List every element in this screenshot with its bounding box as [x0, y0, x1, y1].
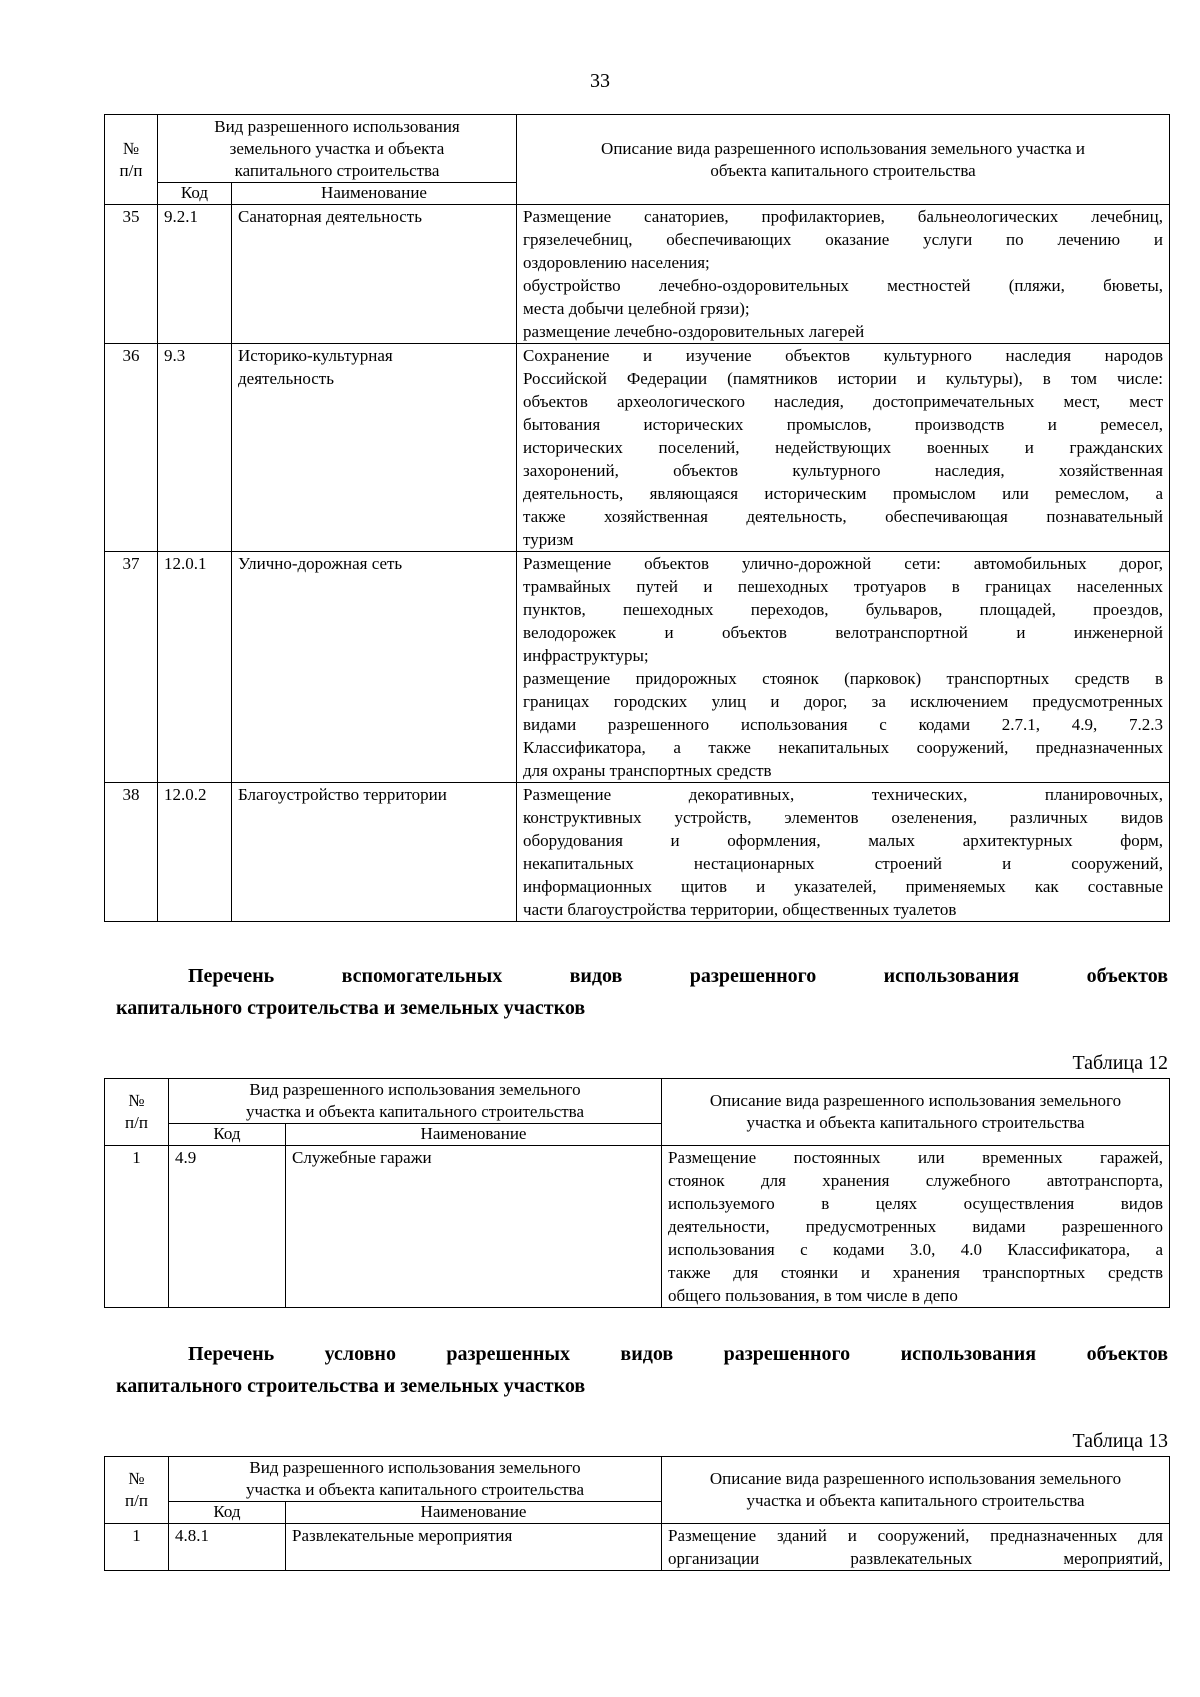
header-type-line-2: участка и объекта капитального строительства: [245, 1102, 585, 1121]
desc-line: Размещение объектов улично-дорожной сети: автомобильных дорог,: [523, 554, 1164, 573]
desc-line: размещение придорожных стоянок (парковок) транспортных средств в: [523, 669, 1164, 688]
desc-line: стоянок для хранения служебного автотранспорта,: [668, 1171, 1164, 1190]
header-num: [105, 1079, 169, 1146]
table-12: [104, 1078, 1170, 1308]
header-type: [169, 1457, 662, 1502]
header-desc-line-2: участка и объекта капитального строительства: [746, 1491, 1085, 1510]
desc-line: оборудования и оформления, малых архитектурных форм,: [523, 831, 1164, 850]
row-name: Служебные гаражи: [286, 1146, 662, 1308]
row-name-line: деятельность: [238, 369, 334, 388]
header-type-line-1: Вид разрешенного использования земельного: [249, 1458, 581, 1477]
row-description: [517, 783, 1170, 922]
row-name-line: Санаторная деятельность: [238, 207, 422, 226]
row-description: [662, 1146, 1170, 1308]
desc-line: используемого в целях осуществления видов: [668, 1194, 1164, 1213]
table-row: [105, 1524, 1170, 1571]
header-num-line-1: №: [128, 1091, 145, 1110]
desc-line: Размещение постоянных или временных гаражей,: [668, 1148, 1164, 1167]
desc-line: бытования исторических промыслов, производств и ремесел,: [523, 415, 1164, 434]
header-num-line-2: п/п: [125, 1113, 148, 1132]
heading-line-1: Перечень условно разрешенных видов разрешенного использования объектов: [188, 1343, 1168, 1365]
header-num-line-1: №: [128, 1469, 145, 1488]
desc-line: Классификатора, а также некапитальных сооружений, предназначенных: [523, 738, 1164, 757]
desc-line: также хозяйственная деятельность, обеспечивающая познавательный: [523, 507, 1164, 526]
row-num: 38: [105, 783, 158, 922]
header-code: Код: [169, 1502, 286, 1524]
header-description: [517, 115, 1170, 205]
row-description: [517, 552, 1170, 783]
heading-line-2: капитального строительства и земельных участков: [116, 1375, 586, 1397]
header-num: [105, 115, 158, 205]
row-code: 4.8.1: [169, 1524, 286, 1571]
row-description: [517, 344, 1170, 552]
desc-line: размещение лечебно-оздоровительных лагерей: [523, 322, 865, 341]
heading-line-2: капитального строительства и земельных участков: [116, 997, 586, 1019]
desc-line: видами разрешенного использования с кодами 2.7.1, 4.9, 7.2.3: [523, 715, 1164, 734]
desc-line: общего пользования, в том числе в депо: [668, 1286, 958, 1305]
header-type-line-1: Вид разрешенного использования земельного: [249, 1080, 581, 1099]
table-row: [105, 783, 1170, 922]
desc-line: пунктов, пешеходных переходов, бульваров, площадей, проездов,: [523, 600, 1164, 619]
desc-line: Размещение зданий и сооружений, предназначенных для: [668, 1526, 1164, 1545]
header-name: Наименование: [286, 1502, 662, 1524]
table-13: [104, 1456, 1170, 1571]
desc-line: оздоровлению населения;: [523, 253, 710, 272]
header-desc-line-1: Описание вида разрешенного использования земельного: [709, 1091, 1122, 1110]
row-num: 37: [105, 552, 158, 783]
row-name: [232, 783, 517, 922]
header-desc-line-2: объекта капитального строительства: [710, 160, 976, 180]
header-type: [169, 1079, 662, 1124]
table-header-row: [105, 1457, 1170, 1502]
desc-line: исторических поселений, недействующих военных и гражданских: [523, 438, 1164, 457]
header-type-line-1: Вид разрешенного использования: [214, 116, 460, 136]
heading-line-1: Перечень вспомогательных видов разрешенного использования объектов: [188, 965, 1168, 987]
row-num: 35: [105, 205, 158, 344]
row-name-line: Историко-культурная: [238, 346, 393, 365]
desc-line: деятельности, предусмотренных видами разрешенного: [668, 1217, 1164, 1236]
header-name: Наименование: [286, 1124, 662, 1146]
desc-line: некапитальных нестационарных строений и сооружений,: [523, 854, 1164, 873]
table-12-caption: Таблица 12: [1072, 1052, 1168, 1074]
row-code: 12.0.1: [158, 552, 232, 783]
row-code: 4.9: [169, 1146, 286, 1308]
row-code: 9.3: [158, 344, 232, 552]
desc-line: трамвайных путей и пешеходных тротуаров в границах населенных: [523, 577, 1164, 596]
header-desc-line-1: Описание вида разрешенного использования земельного участка и: [601, 138, 1085, 158]
row-num: 36: [105, 344, 158, 552]
desc-line: захоронений, объектов культурного наследия, хозяйственная: [523, 461, 1164, 480]
header-description: [662, 1457, 1170, 1524]
desc-line: также для стоянки и хранения транспортных средств: [668, 1263, 1164, 1282]
row-name: [232, 344, 517, 552]
header-num-line-2: п/п: [119, 160, 143, 180]
desc-line: Размещение санаториев, профилакториев, бальнеологических лечебниц,: [523, 207, 1164, 226]
header-desc-line-2: участка и объекта капитального строительства: [746, 1113, 1085, 1132]
header-num: [105, 1457, 169, 1524]
desc-line: велодорожек и объектов велотранспортной и инженерной: [523, 623, 1164, 642]
desc-line: конструктивных устройств, элементов озеленения, различных видов: [523, 808, 1164, 827]
header-type-line-2: участка и объекта капитального строительства: [245, 1480, 585, 1499]
row-name: [232, 552, 517, 783]
header-desc-line-1: Описание вида разрешенного использования земельного: [709, 1469, 1122, 1488]
table-header-row: [105, 115, 1170, 183]
header-type-line-3: капитального строительства: [234, 160, 440, 180]
row-code: 12.0.2: [158, 783, 232, 922]
desc-line: деятельность, являющаяся историческим промыслом или ремеслом, а: [523, 484, 1164, 503]
desc-line: места добычи целебной грязи);: [523, 299, 750, 318]
heading-auxiliary-uses: [116, 960, 1168, 1024]
desc-line: туризм: [523, 530, 574, 549]
heading-conditional-uses: [116, 1338, 1168, 1402]
table-row: [105, 344, 1170, 552]
header-type-line-2: земельного участка и объекта: [229, 138, 445, 158]
header-description: [662, 1079, 1170, 1146]
row-code: 9.2.1: [158, 205, 232, 344]
table-13-caption: Таблица 13: [1072, 1430, 1168, 1452]
desc-line: для охраны транспортных средств: [523, 761, 772, 780]
desc-line: части благоустройства территории, общественных туалетов: [523, 900, 957, 919]
row-description: [662, 1524, 1170, 1571]
page-number: 33: [590, 70, 610, 92]
table-header-row: [105, 1079, 1170, 1124]
desc-line: обустройство лечебно-оздоровительных местностей (пляжи, бюветы,: [523, 276, 1164, 295]
header-code: Код: [169, 1124, 286, 1146]
header-code: Код: [158, 183, 232, 205]
header-type: [158, 115, 517, 183]
desc-line: границах городских улиц и дорог, за исключением предусмотренных: [523, 692, 1164, 711]
table-land-use-main: [104, 114, 1170, 922]
desc-line: Размещение декоративных, технических, планировочных,: [523, 785, 1164, 804]
desc-line: использования с кодами 3.0, 4.0 Классификатора, а: [668, 1240, 1164, 1259]
table-row: [105, 1146, 1170, 1308]
desc-line: Российской Федерации (памятников истории и культуры), в том числе:: [523, 369, 1164, 388]
desc-line: Сохранение и изучение объектов культурного наследия народов: [523, 346, 1164, 365]
row-description: [517, 205, 1170, 344]
table-row: [105, 552, 1170, 783]
desc-line: объектов археологического наследия, достопримечательных мест, мест: [523, 392, 1164, 411]
row-num: 1: [105, 1524, 169, 1571]
row-name: [232, 205, 517, 344]
header-name: Наименование: [232, 183, 517, 205]
desc-line: грязелечебниц, обеспечивающих оказание услуги по лечению и: [523, 230, 1164, 249]
row-name: Развлекательные мероприятия: [286, 1524, 662, 1571]
desc-line: организации развлекательных мероприятий,: [668, 1549, 1164, 1568]
row-name-line: Благоустройство территории: [238, 785, 447, 804]
header-num-line-1: №: [122, 138, 140, 158]
row-num: 1: [105, 1146, 169, 1308]
desc-line: инфраструктуры;: [523, 646, 649, 665]
desc-line: информационных щитов и указателей, применяемых как составные: [523, 877, 1164, 896]
row-name-line: Улично-дорожная сеть: [238, 554, 403, 573]
header-num-line-2: п/п: [125, 1491, 148, 1510]
table-row: [105, 205, 1170, 344]
